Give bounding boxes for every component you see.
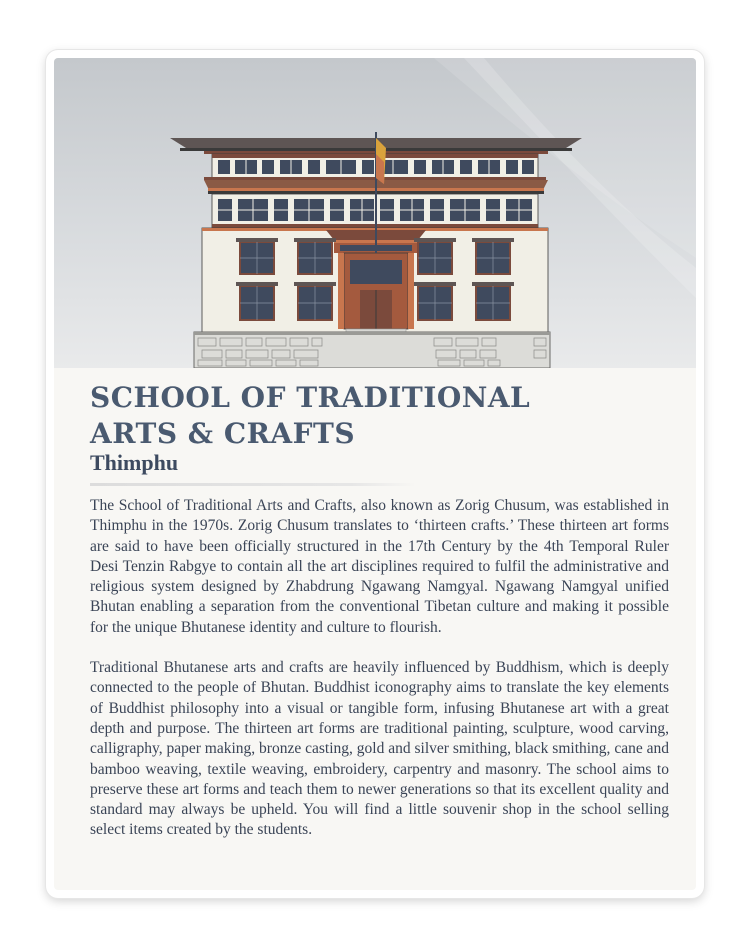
article-panel xyxy=(54,58,696,890)
page-title xyxy=(90,380,650,452)
divider xyxy=(90,483,416,486)
paragraph-2: Traditional Bhutanese arts and crafts are heavily influenced by Buddhism, which is deeply connected to the people of Bhutan. Buddhist iconography aims to translate the key elements of Buddhist philosophy into a visual or tangible form, infusing Bhutanese art with a great depth and purpose. The thirteen art forms are traditional painting, sculpture, wood carving, calligraphy, paper making, bronze casting, gold and silver smithing, black smithing, cane and bamboo weaving, textile weaving, embroidery, carpentry and masonry. The school aims to preserve these art forms and teach them to newer generations so that its excellent quality and standard may always be upheld. You will find a little souvenir shop in the school selling select items created by the students. xyxy=(90,659,669,839)
article-body xyxy=(90,496,669,861)
location-subtitle: Thimphu xyxy=(90,450,179,475)
paragraph-1: The School of Traditional Arts and Crafts, also known as Zorig Chusum, was established in Thimphu in the 1970s. Zorig Chusum translates to ‘thirteen crafts.’ These thirteen art forms are said to have been officially structured in the 17th Century by the 4th Temporal Ruler Desi Tenzin Rabgye to contain all the art disciplines required to fulfil the administrative and religious system designed by Zhabdrung Ngawang Namgyal. Ngawang Namgyal unified Bhutan enabling a separation from the conventional Tibetan culture and making it possible for the unique Bhutanese identity and culture to flourish. xyxy=(90,497,669,636)
title-line-1: SCHOOL OF TRADITIONAL xyxy=(90,381,531,414)
article-card xyxy=(46,50,704,898)
title-line-2: ARTS & CRAFTS xyxy=(90,417,356,450)
building-illustration xyxy=(54,58,696,368)
